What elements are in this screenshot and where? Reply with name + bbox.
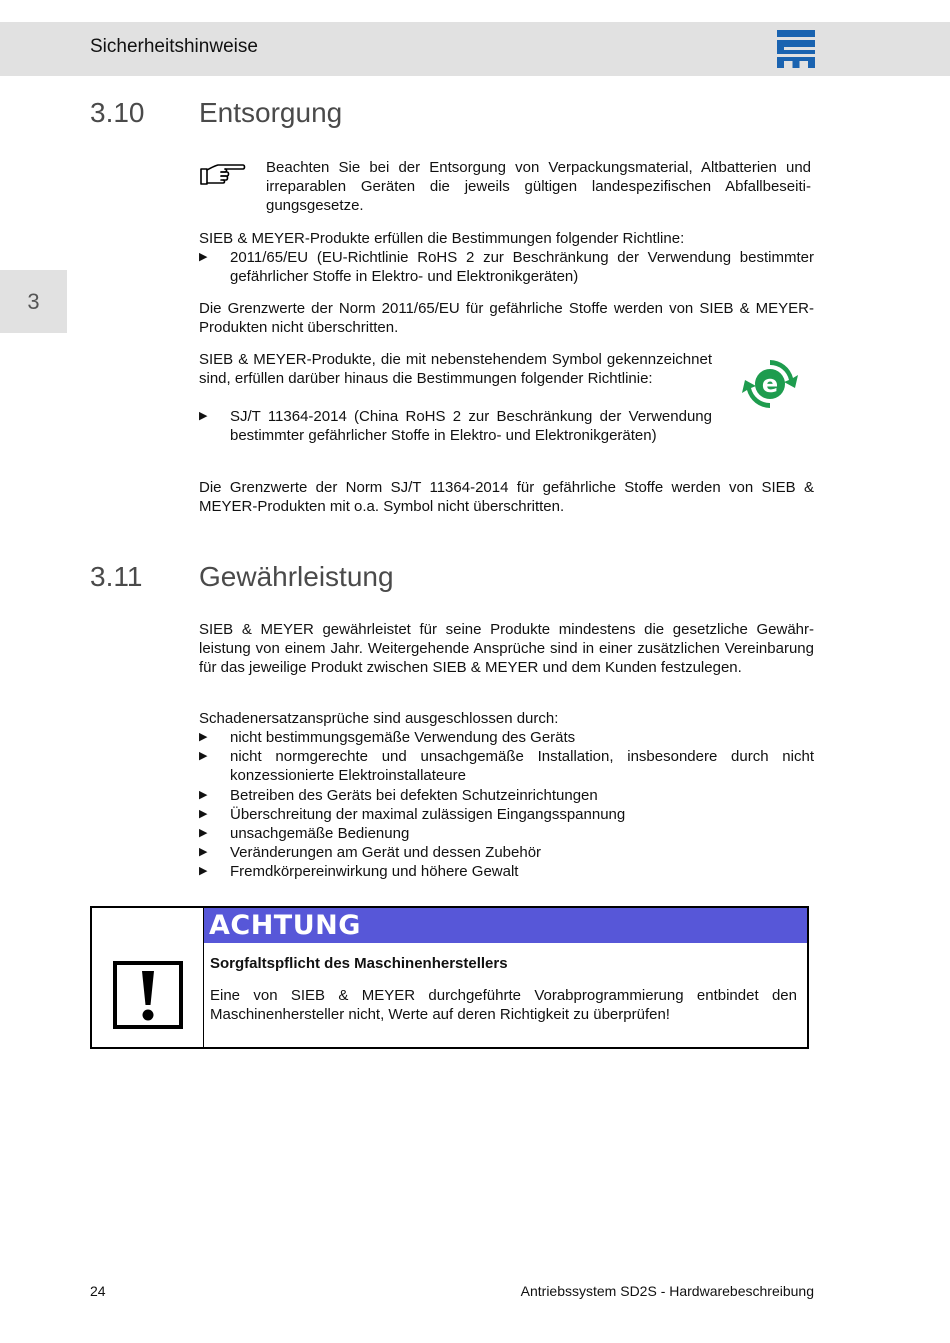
exclamation-icon [113, 961, 183, 1029]
warning-heading: ACHTUNG [204, 908, 807, 943]
bullet-icon: ▶ [199, 827, 208, 840]
disposal-note: Beachten Sie bei der Entsorgung von Verpackungsmaterial, Altbatterien und irreparablen Geräten die jeweils gültigen landespezifischen Abfallbeseitigungsgesetze. [266, 159, 811, 215]
list-item [199, 862, 814, 881]
list-item [199, 824, 814, 843]
bullet-icon: ▶ [199, 807, 208, 820]
section-number-310: 3.10 [90, 97, 145, 128]
bullet-icon: ▶ [199, 846, 208, 859]
bullet-icon: ▶ [199, 731, 208, 743]
list-item-text: 2011/65/EU (EU-Richtlinie RoHS 2 zur Beschränkung der Verwendung bestimmter gefährlicher Stoffe in Elektro- und Elektronikgeräten) [230, 249, 814, 286]
list-item-text: nicht bestimmungsgemäße Verwendung des Geräts [230, 729, 576, 746]
paragraph: Schadenersatzansprüche sind ausgeschlossen durch: [199, 710, 559, 727]
sieb-meyer-logo-icon [777, 30, 815, 68]
warning-box [90, 906, 809, 1049]
header-title: Sicherheitshinweise [90, 36, 258, 57]
list-item-text: Betreiben des Geräts bei defekten Schutzeinrichtungen [230, 786, 598, 804]
list-item-text: Veränderungen am Gerät und dessen Zubehör [230, 844, 542, 862]
pointing-hand-icon [199, 160, 247, 188]
section-number-311: 3.11 [90, 561, 143, 592]
list-item [199, 248, 814, 286]
svg-text:e: e [761, 370, 779, 398]
bullet-list [199, 248, 814, 286]
bullet-icon: ▶ [199, 865, 208, 878]
list-item-text: nicht normgerechte und unsachgemäße Installation, insbesondere durch nicht konzessionierte Elektroinstallateure [230, 748, 814, 785]
bullet-icon: ▶ [199, 410, 208, 422]
paragraph: SIEB & MEYER-Produkte, die mit nebenstehendem Symbol gekennzeichnet sind, erfüllen darüber hinaus die Bestimmungen folgender Richtlinie: [199, 351, 712, 388]
bullet-icon: ▶ [199, 251, 208, 263]
paragraph: SIEB & MEYER-Produkte erfüllen die Bestimmungen folgender Richtline: [199, 230, 685, 247]
paragraph: Die Grenzwerte der Norm 2011/65/EU für gefährliche Stoffe werden von SIEB & MEYER-Produkten nicht überschritten. [199, 300, 814, 337]
page-number: 24 [90, 1283, 106, 1299]
warning-text: Eine von SIEB & MEYER durchgeführte Vorabprogrammierung entbindet den Maschinenhersteller nicht, Werte auf deren Richtigkeit zu überprüfen! [210, 987, 797, 1024]
list-item [199, 747, 814, 785]
bullet-list [199, 407, 712, 445]
list-item [199, 728, 814, 747]
warning-subheading: Sorgfaltspflicht des Maschinenherstellers [210, 955, 508, 972]
list-item-text: Überschreitung der maximal zulässigen Eingangsspannung [230, 805, 626, 823]
page-header [0, 22, 950, 76]
paragraph: SIEB & MEYER gewährleistet für seine Produkte mindestens die gesetzliche Gewährleistung von einem Jahr. Weitergehende Ansprüche sind in einer zusätzlichen Vereinbarung für das jeweilige Produkt zwischen SIEB & MEYER und dem Kunden festzulegen. [199, 621, 814, 677]
document-title: Antriebssystem SD2S - Hardwarebeschreibung [520, 1283, 814, 1299]
bullet-list [199, 728, 814, 882]
section-title-310: Entsorgung [199, 97, 343, 128]
list-item-text: unsachgemäße Bedienung [230, 825, 410, 843]
list-item-text: SJ/T 11364-2014 (China RoHS 2 zur Beschränkung der Verwendung bestimmter gefährlicher Stoffe in Elektro- und Elektronikgeräten) [230, 408, 712, 445]
list-item [199, 786, 814, 805]
bullet-icon: ▶ [199, 750, 208, 763]
section-title-311: Gewährleistung [199, 561, 394, 592]
chapter-tab: 3 [0, 270, 67, 333]
china-rohs-e-icon [737, 356, 803, 412]
bullet-icon: ▶ [199, 788, 208, 801]
list-item [199, 843, 814, 862]
list-item-text: Fremdkörpereinwirkung und höhere Gewalt [230, 863, 519, 881]
paragraph: Die Grenzwerte der Norm SJ/T 11364-2014 für gefährliche Stoffe werden von SIEB & MEYER-Produkten mit o.a. Symbol nicht überschritten. [199, 479, 814, 516]
warning-symbol-cell [92, 908, 204, 1047]
list-item [199, 805, 814, 824]
list-item [199, 407, 712, 445]
